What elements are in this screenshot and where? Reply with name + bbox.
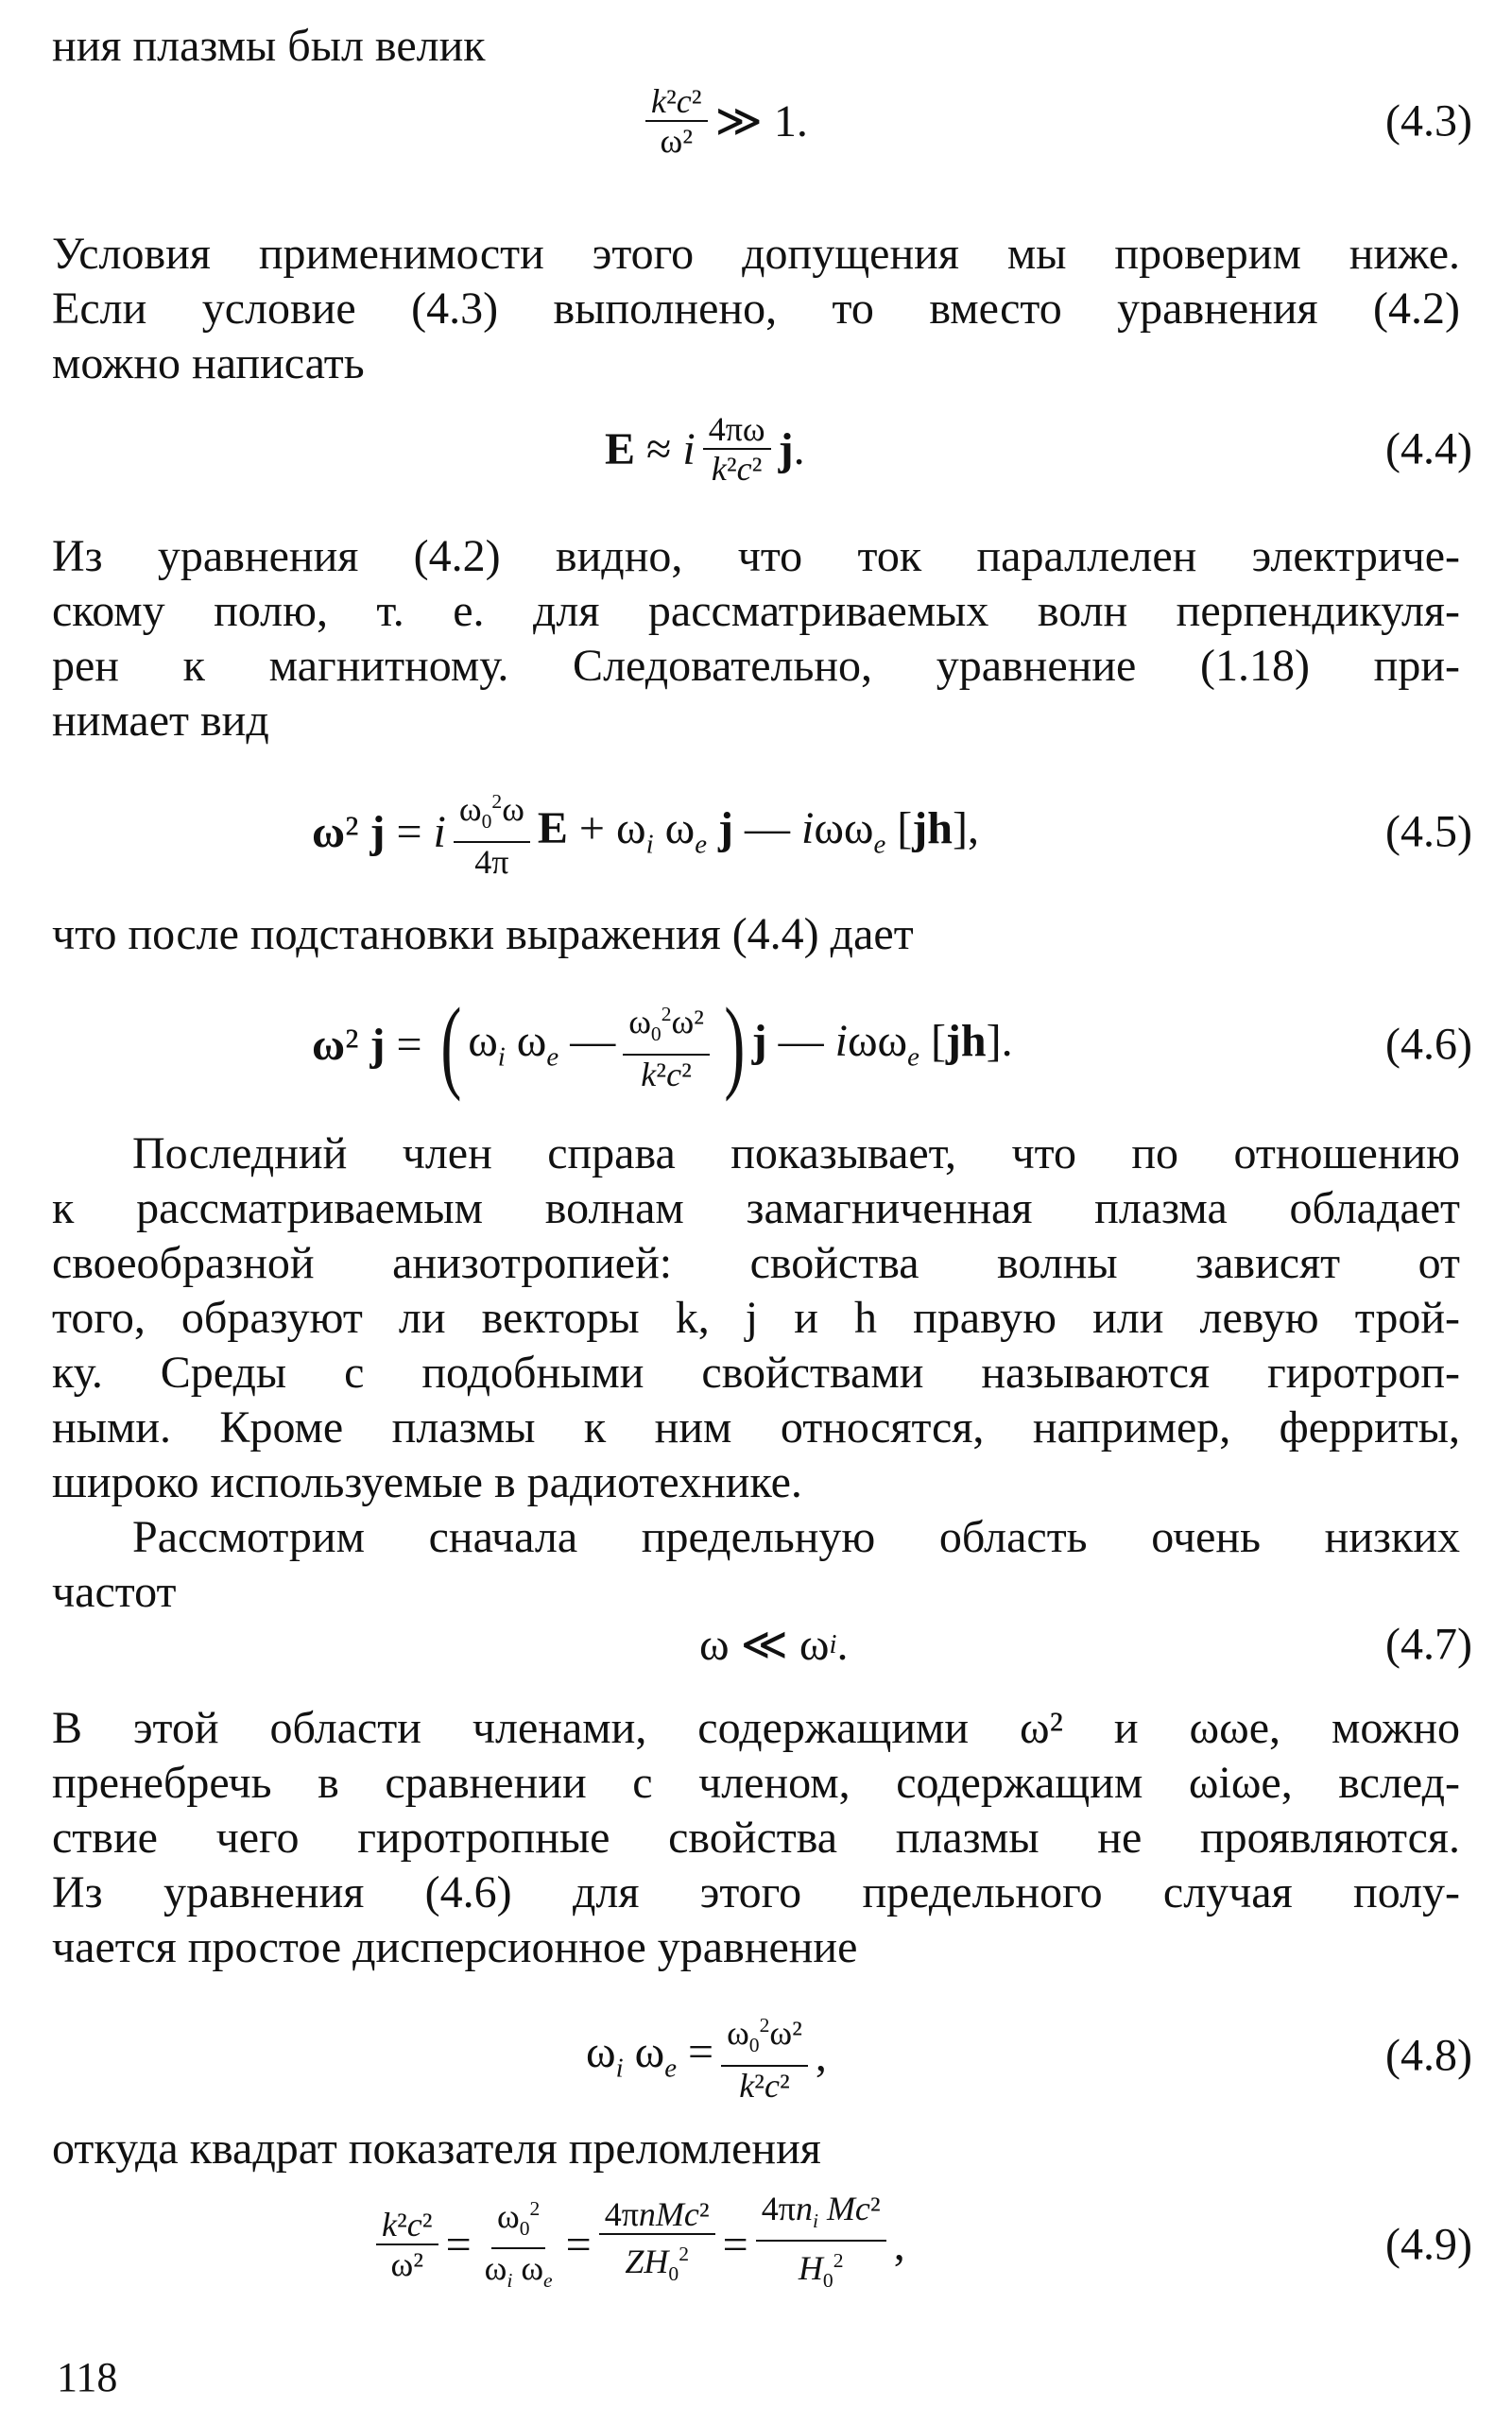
text-line: своеобразной анизотропией: свойства волны зависят от xyxy=(52,1238,1460,1288)
text-line: пренебречь в сравнении с членом, содержащим ωiωe, вслед- xyxy=(52,1758,1460,1808)
equation-4-3: $\frac{\text{k²c²}}{\text{ω²}}$ ≫ 1. (4.3) xyxy=(0,74,1512,168)
equation-4-9: $\frac{\text{k²c²}}{\text{ω²}}$ = $\frac{\omega_0^2}{\omega_i \omega_e}$ = $\frac{\text{4πnMc²}}{ZH_0^2}$ = $\frac{4\pi n_i Mc^2}{H_0^2}$ , (4.9) xyxy=(0,2188,1512,2301)
text-line: чается простое дисперсионное уравнение xyxy=(52,1922,858,1972)
text-line: что после подстановки выражения (4.4) дает xyxy=(52,909,914,959)
equation-number: (4.6) xyxy=(1385,1019,1472,1070)
text-line: можно написать xyxy=(52,338,365,388)
equation-4-8: $\omega_i$ $\omega_e$ = $\frac{\omega_0^2\omega^2}{\text{k²c²}}$ , (4.8) xyxy=(0,2003,1512,2107)
equation-4-6: ω² j = ( $\omega_i$ $\omega_e$ — $\frac{\omega_0^2\omega^2}{\text{k²c²}}$ ) j — iωω$_e$ [jh]. (4.6) xyxy=(312,987,1472,1102)
text-line: частот xyxy=(52,1567,177,1617)
equation-4-7: ω ≪ ω i . (4.7) xyxy=(699,1619,1472,1670)
page-number: 118 xyxy=(57,2354,118,2400)
equation-number: (4.3) xyxy=(1385,95,1472,146)
text-line: Рассмотрим сначала предельную область очень низких xyxy=(132,1512,1460,1562)
text-line: откуда квадрат показателя преломления xyxy=(52,2123,821,2174)
text-line: скому полю, т. е. для рассматриваемых волн перпендикуля- xyxy=(52,586,1460,636)
equation-number: (4.5) xyxy=(1385,806,1472,857)
text-line: ния плазмы был велик xyxy=(52,21,486,71)
equation-4-4: E ≈ i $\frac{4\pi\omega}{\text{k²c²}}$ j . (4.4) xyxy=(605,410,1472,488)
text-line: рен к магнитному. Следовательно, уравнение (1.18) при- xyxy=(52,641,1460,691)
text-line: ствие чего гиротропные свойства плазмы не проявляются. xyxy=(52,1813,1460,1863)
equation-4-5: ω² j = i $\frac{\omega_0^2\omega}{4\pi}$ $E + \omega_i$ $\omega_e$ j — iωω$_e$ [jh], (4.5) xyxy=(0,784,1512,879)
text-line: ку. Среды с подобными свойствами называются гиротроп- xyxy=(52,1348,1460,1398)
equation-number: (4.7) xyxy=(1385,1619,1472,1670)
text-line: того, образуют ли векторы k, j и h правую или левую трой- xyxy=(52,1293,1460,1343)
text-line: Условия применимости этого допущения мы проверим ниже. xyxy=(52,229,1460,279)
text-line: Из уравнения (4.2) видно, что ток параллелен электриче- xyxy=(52,531,1460,581)
text-line: Из уравнения (4.6) для этого предельного случая полу- xyxy=(52,1867,1460,1917)
text-line: к рассматриваемым волнам замагниченная плазма обладает xyxy=(52,1183,1460,1233)
text-line: В этой области членами, содержащими ω² и ωωe, можно xyxy=(52,1703,1460,1753)
text-line: широко используемые в радиотехнике. xyxy=(52,1457,802,1507)
text-line: Последний член справа показывает, что по отношению xyxy=(132,1128,1460,1178)
text-line: нимает вид xyxy=(52,696,269,746)
equation-number: (4.4) xyxy=(1385,423,1472,474)
text-line: Если условие (4.3) выполнено, то вместо уравнения (4.2) xyxy=(52,284,1460,334)
text-line: ными. Кроме плазмы к ним относятся, например, ферриты, xyxy=(52,1402,1460,1453)
equation-number: (4.8) xyxy=(1385,2030,1472,2081)
equation-number: (4.9) xyxy=(1385,2219,1472,2270)
